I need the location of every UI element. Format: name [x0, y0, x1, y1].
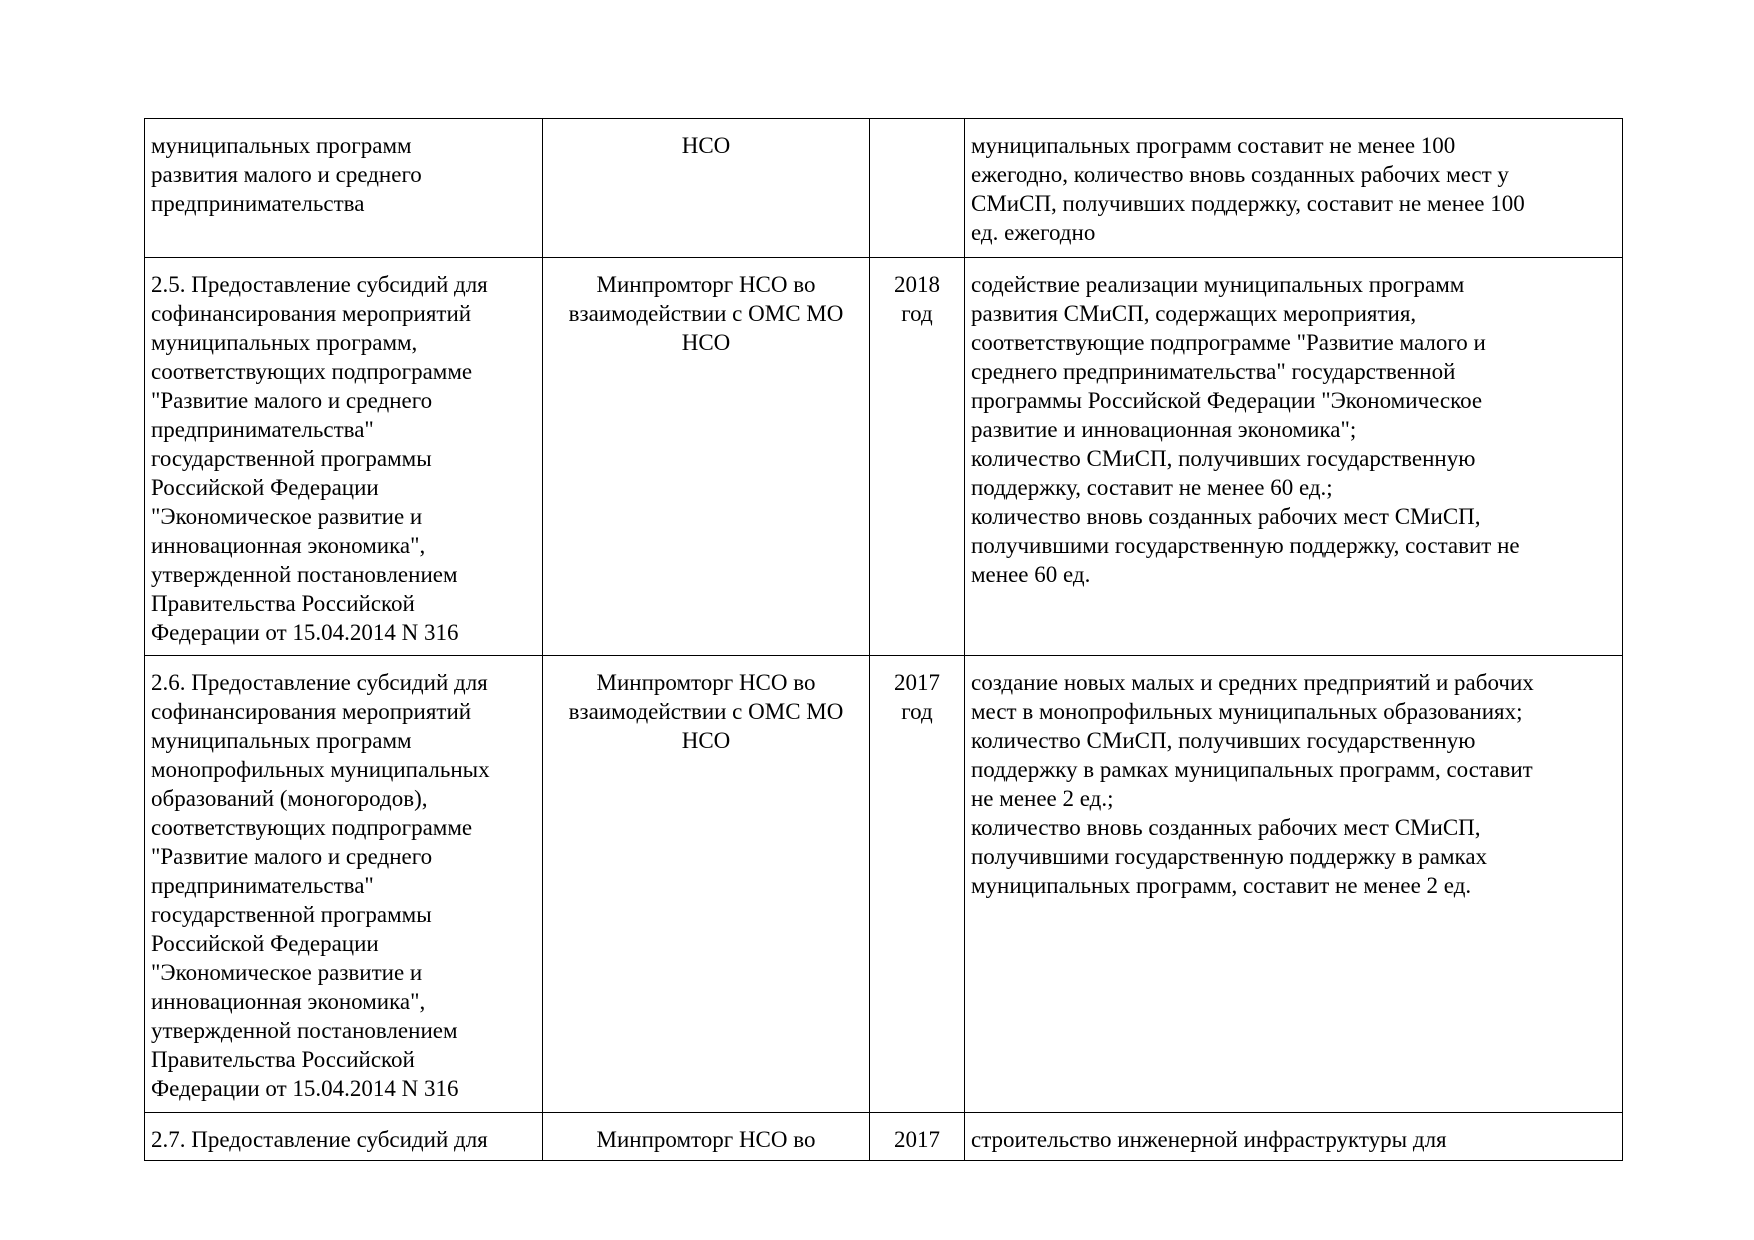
- executor-cell: Минпромторг НСО во взаимодействии с ОМС МО НСО: [543, 258, 870, 656]
- measure-cell: 2.7. Предоставление субсидий для: [145, 1113, 543, 1161]
- table-row: [145, 1113, 1623, 1161]
- period-cell: 2018 год: [870, 258, 965, 656]
- measure-cell: муниципальных программ развития малого и среднего предпринимательства: [145, 119, 543, 258]
- executor-cell: НСО: [543, 119, 870, 258]
- period-cell: 2017: [870, 1113, 965, 1161]
- result-cell: строительство инженерной инфраструктуры для: [965, 1113, 1623, 1161]
- measure-cell: 2.5. Предоставление субсидий для софинансирования мероприятий муниципальных программ, соответствующих подпрограмме "Развитие малого и среднего предпринимательства" государственной программы Российской Федерации "Экономическое развитие и инновационная экономика", утвержденной постановлением Правительства Российской Федерации от 15.04.2014 N 316: [145, 258, 543, 656]
- table-row: [145, 119, 1623, 258]
- executor-cell: Минпромторг НСО во: [543, 1113, 870, 1161]
- measures-table: [144, 118, 1623, 1161]
- result-cell: создание новых малых и средних предприятий и рабочих мест в монопрофильных муниципальных образованиях; количество СМиСП, получивших государственную поддержку в рамках муниципальных программ, составит не менее 2 ед.; количество вновь созданных рабочих мест СМиСП, получившими государственную поддержку в рамках муниципальных программ, составит не менее 2 ед.: [965, 656, 1623, 1113]
- table-row: [145, 656, 1623, 1113]
- measure-cell: 2.6. Предоставление субсидий для софинансирования мероприятий муниципальных программ монопрофильных муниципальных образований (моногородов), соответствующих подпрограмме "Развитие малого и среднего предпринимательства" государственной программы Российской Федерации "Экономическое развитие и инновационная экономика", утвержденной постановлением Правительства Российской Федерации от 15.04.2014 N 316: [145, 656, 543, 1113]
- result-cell: содействие реализации муниципальных программ развития СМиСП, содержащих мероприятия, соответствующие подпрограмме "Развитие малого и среднего предпринимательства" государственной программы Российской Федерации "Экономическое развитие и инновационная экономика"; количество СМиСП, получивших государственную поддержку, составит не менее 60 ед.; количество вновь созданных рабочих мест СМиСП, получившими государственную поддержку, составит не менее 60 ед.: [965, 258, 1623, 656]
- executor-cell: Минпромторг НСО во взаимодействии с ОМС МО НСО: [543, 656, 870, 1113]
- result-cell: муниципальных программ составит не менее 100 ежегодно, количество вновь созданных рабочих мест у СМиСП, получивших поддержку, составит не менее 100 ед. ежегодно: [965, 119, 1623, 258]
- period-cell: 2017 год: [870, 656, 965, 1113]
- table-row: [145, 258, 1623, 656]
- period-cell: [870, 119, 965, 258]
